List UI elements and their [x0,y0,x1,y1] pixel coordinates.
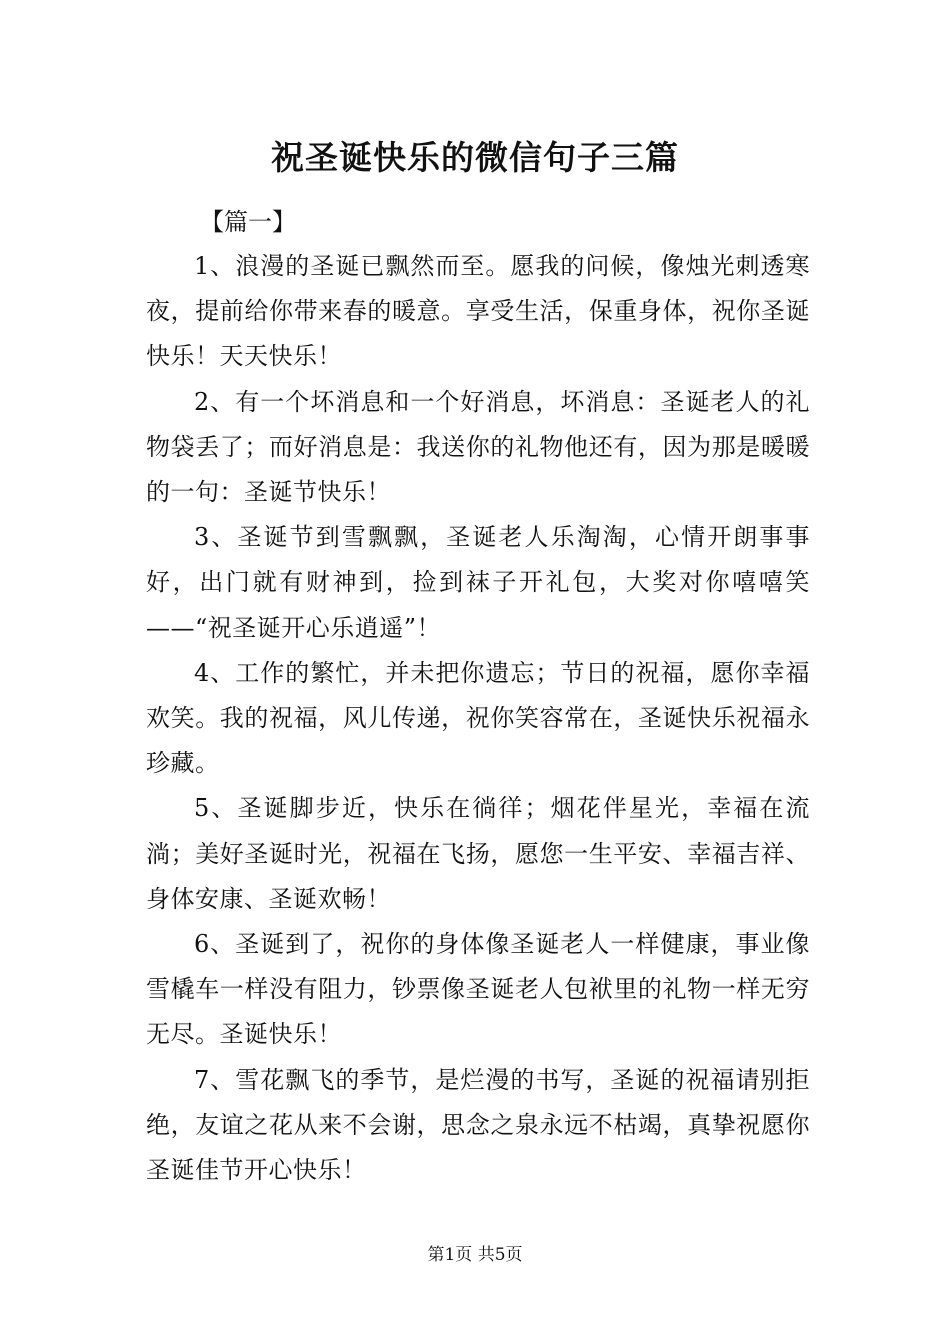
paragraph-2: 2、有一个坏消息和一个好消息，坏消息：圣诞老人的礼物袋丢了；而好消息是：我送你的礼物他还有，因为那是暖暖的一句：圣诞节快乐！ [146,387,810,507]
section-heading: 【篇一】 [200,208,296,236]
document-body [146,244,810,1193]
page-footer: 第1页 共5页 [427,1245,523,1265]
paragraph-5: 5、圣诞脚步近，快乐在徜徉；烟花伴星光，幸福在流淌；美好圣诞时光，祝福在飞扬，愿您一生平安、幸福吉祥、身体安康、圣诞欢畅！ [146,794,810,913]
paragraph-7: 7、雪花飘飞的季节，是烂漫的书写，圣诞的祝福请别拒绝，友谊之花从来不会谢，思念之泉永远不枯竭，真挚祝愿你圣诞佳节开心快乐！ [146,1065,810,1185]
paragraph-4: 4、工作的繁忙，并未把你遗忘；节日的祝福，愿你幸福欢笑。我的祝福，风儿传递，祝你笑容常在，圣诞快乐祝福永珍藏。 [146,658,810,778]
paragraph-1: 1、浪漫的圣诞已飘然而至。愿我的问候，像烛光刺透寒夜，提前给你带来春的暖意。享受生活，保重身体，祝你圣诞快乐！天天快乐！ [146,252,810,371]
paragraph-6: 6、圣诞到了，祝你的身体像圣诞老人一样健康，事业像雪橇车一样没有阻力，钞票像圣诞老人包袱里的礼物一样无穷无尽。圣诞快乐！ [146,930,810,1049]
paragraph-3: 3、圣诞节到雪飘飘，圣诞老人乐淘淘，心情开朗事事好，出门就有财神到，捡到袜子开礼包，大奖对你嘻嘻笑——“祝圣诞开心乐逍遥”！ [146,523,810,642]
document-title: 祝圣诞快乐的微信句子三篇 [271,138,679,177]
